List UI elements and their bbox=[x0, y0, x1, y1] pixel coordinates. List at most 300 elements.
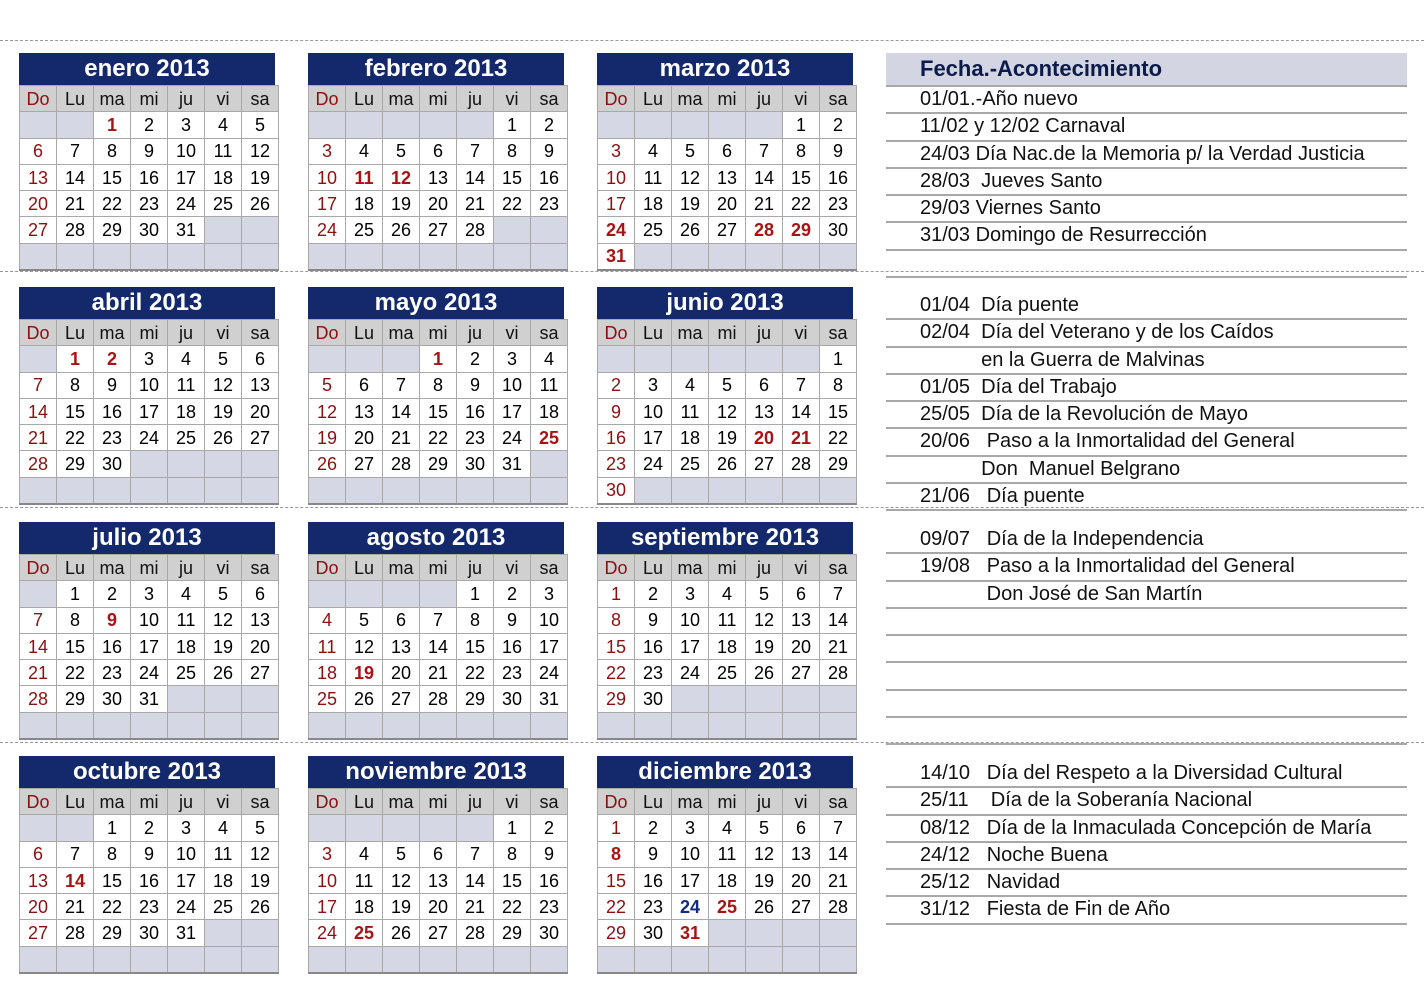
week-row bbox=[20, 894, 279, 920]
day-cell: 21 bbox=[383, 425, 420, 451]
day-cell: 1 bbox=[783, 112, 820, 138]
event-text: 01/04 Día puente bbox=[920, 294, 1080, 316]
day-cell: 17 bbox=[309, 894, 346, 920]
day-cell: 15 bbox=[494, 164, 531, 190]
event-row bbox=[886, 114, 1407, 141]
day-cell: 24 bbox=[168, 191, 205, 217]
day-cell: 29 bbox=[494, 920, 531, 946]
day-cell: 23 bbox=[820, 191, 857, 217]
day-cell: 1 bbox=[820, 346, 857, 372]
month-calendar bbox=[308, 522, 564, 734]
day-cell: 24 bbox=[635, 451, 672, 477]
day-cell: 13 bbox=[20, 164, 57, 190]
day-cell: 27 bbox=[746, 451, 783, 477]
day-cell: 11 bbox=[346, 867, 383, 893]
empty-cell bbox=[346, 815, 383, 841]
events-block bbox=[886, 53, 1407, 278]
week-row bbox=[20, 633, 279, 659]
day-cell: 21 bbox=[820, 633, 857, 659]
weekday-header: Do bbox=[598, 86, 635, 112]
empty-cell bbox=[709, 112, 746, 138]
empty-cell bbox=[205, 217, 242, 243]
day-cell: 26 bbox=[709, 451, 746, 477]
weekday-header: mi bbox=[131, 320, 168, 346]
weekday-header: Do bbox=[309, 320, 346, 346]
day-cell: 25 bbox=[709, 660, 746, 686]
week-row bbox=[309, 920, 568, 946]
empty-cell bbox=[205, 920, 242, 946]
empty-cell bbox=[709, 946, 746, 973]
day-cell: 28 bbox=[20, 686, 57, 712]
event-text: 14/10 Día del Respeto a la Diversidad Cultural bbox=[920, 762, 1343, 784]
month-table bbox=[19, 788, 279, 974]
empty-cell bbox=[420, 712, 457, 739]
event-row bbox=[886, 251, 1407, 278]
empty-cell bbox=[20, 815, 57, 841]
event-row bbox=[886, 429, 1407, 456]
empty-cell bbox=[168, 477, 205, 504]
day-cell: 29 bbox=[420, 451, 457, 477]
day-cell: 5 bbox=[242, 112, 279, 138]
empty-cell bbox=[709, 686, 746, 712]
day-cell: 3 bbox=[168, 112, 205, 138]
weekday-header-row bbox=[20, 86, 279, 112]
event-row bbox=[886, 293, 1407, 320]
day-cell: 29 bbox=[94, 217, 131, 243]
weekday-header: sa bbox=[820, 320, 857, 346]
day-cell: 10 bbox=[168, 841, 205, 867]
day-cell: 31 bbox=[598, 243, 635, 270]
empty-cell bbox=[783, 346, 820, 372]
day-cell: 13 bbox=[242, 372, 279, 398]
day-cell: 11 bbox=[205, 138, 242, 164]
weekday-header: Lu bbox=[57, 320, 94, 346]
day-cell: 18 bbox=[709, 633, 746, 659]
empty-cell bbox=[57, 712, 94, 739]
day-cell: 12 bbox=[242, 841, 279, 867]
week-row bbox=[20, 425, 279, 451]
day-cell: 1 bbox=[94, 112, 131, 138]
empty-cell bbox=[168, 451, 205, 477]
day-cell: 13 bbox=[383, 633, 420, 659]
empty-cell bbox=[635, 477, 672, 504]
day-cell: 28 bbox=[820, 660, 857, 686]
week-row bbox=[598, 660, 857, 686]
day-cell: 4 bbox=[672, 372, 709, 398]
empty-cell bbox=[94, 946, 131, 973]
day-cell: 28 bbox=[420, 686, 457, 712]
week-row bbox=[309, 243, 568, 270]
weekday-header-row bbox=[598, 555, 857, 581]
day-cell: 20 bbox=[20, 894, 57, 920]
empty-cell bbox=[383, 815, 420, 841]
day-cell: 7 bbox=[20, 372, 57, 398]
month-calendar bbox=[597, 53, 853, 265]
week-row bbox=[20, 346, 279, 372]
day-cell: 26 bbox=[242, 894, 279, 920]
empty-cell bbox=[746, 686, 783, 712]
day-cell: 5 bbox=[309, 372, 346, 398]
weekday-header: ma bbox=[94, 555, 131, 581]
day-cell: 28 bbox=[20, 451, 57, 477]
week-row bbox=[20, 217, 279, 243]
day-cell: 14 bbox=[20, 633, 57, 659]
empty-cell bbox=[242, 477, 279, 504]
weekday-header: ju bbox=[457, 86, 494, 112]
day-cell: 16 bbox=[531, 164, 568, 190]
month-calendar bbox=[19, 287, 275, 499]
weekday-header: mi bbox=[709, 789, 746, 815]
day-cell: 19 bbox=[383, 191, 420, 217]
event-text: 31/12 Fiesta de Fin de Año bbox=[920, 898, 1171, 921]
day-cell: 4 bbox=[346, 841, 383, 867]
empty-cell bbox=[205, 712, 242, 739]
day-cell: 2 bbox=[531, 112, 568, 138]
empty-cell bbox=[783, 243, 820, 270]
empty-cell bbox=[709, 712, 746, 739]
day-cell: 16 bbox=[131, 164, 168, 190]
day-cell: 23 bbox=[94, 660, 131, 686]
empty-cell bbox=[309, 946, 346, 973]
month-table bbox=[308, 85, 568, 271]
empty-cell bbox=[242, 686, 279, 712]
event-row bbox=[886, 897, 1407, 924]
empty-cell bbox=[672, 712, 709, 739]
empty-cell bbox=[346, 112, 383, 138]
day-cell: 14 bbox=[746, 164, 783, 190]
day-cell: 8 bbox=[820, 372, 857, 398]
day-cell: 14 bbox=[383, 398, 420, 424]
day-cell: 22 bbox=[783, 191, 820, 217]
weekday-header: Lu bbox=[346, 789, 383, 815]
event-row bbox=[886, 142, 1407, 169]
month-calendar bbox=[597, 287, 853, 499]
day-cell: 11 bbox=[531, 372, 568, 398]
day-cell: 6 bbox=[242, 346, 279, 372]
empty-cell bbox=[242, 712, 279, 739]
empty-cell bbox=[168, 686, 205, 712]
weekday-header: ma bbox=[383, 320, 420, 346]
day-cell: 28 bbox=[383, 451, 420, 477]
empty-cell bbox=[820, 477, 857, 504]
day-cell: 12 bbox=[672, 164, 709, 190]
empty-cell bbox=[531, 451, 568, 477]
month-title: abril 2013 bbox=[19, 287, 275, 319]
weekday-header: Lu bbox=[635, 86, 672, 112]
day-cell: 21 bbox=[457, 191, 494, 217]
day-cell: 13 bbox=[783, 841, 820, 867]
empty-cell bbox=[672, 346, 709, 372]
day-cell: 27 bbox=[383, 686, 420, 712]
week-row bbox=[598, 581, 857, 607]
empty-cell bbox=[242, 920, 279, 946]
day-cell: 26 bbox=[309, 451, 346, 477]
day-cell: 27 bbox=[783, 660, 820, 686]
month-table bbox=[597, 788, 857, 974]
day-cell: 23 bbox=[635, 894, 672, 920]
weekday-header: Lu bbox=[346, 320, 383, 346]
day-cell: 22 bbox=[94, 191, 131, 217]
empty-cell bbox=[346, 477, 383, 504]
empty-cell bbox=[531, 243, 568, 270]
day-cell: 25 bbox=[346, 217, 383, 243]
day-cell: 24 bbox=[598, 217, 635, 243]
day-cell: 1 bbox=[598, 581, 635, 607]
day-cell: 7 bbox=[783, 372, 820, 398]
empty-cell bbox=[635, 346, 672, 372]
empty-cell bbox=[672, 112, 709, 138]
weekday-header: Lu bbox=[635, 789, 672, 815]
day-cell: 17 bbox=[531, 633, 568, 659]
weekday-header: ju bbox=[746, 86, 783, 112]
empty-cell bbox=[598, 112, 635, 138]
empty-cell bbox=[420, 815, 457, 841]
day-cell: 19 bbox=[709, 425, 746, 451]
empty-cell bbox=[383, 477, 420, 504]
day-cell: 18 bbox=[168, 633, 205, 659]
day-cell: 12 bbox=[205, 607, 242, 633]
day-cell: 10 bbox=[309, 164, 346, 190]
day-cell: 12 bbox=[746, 607, 783, 633]
event-row bbox=[886, 788, 1407, 815]
event-text: 11/02 y 12/02 Carnaval bbox=[920, 115, 1126, 138]
month-title: enero 2013 bbox=[19, 53, 275, 85]
day-cell: 17 bbox=[494, 398, 531, 424]
day-cell: 28 bbox=[57, 217, 94, 243]
week-row bbox=[309, 164, 568, 190]
day-cell: 16 bbox=[635, 867, 672, 893]
day-cell: 16 bbox=[457, 398, 494, 424]
weekday-header: Lu bbox=[635, 555, 672, 581]
empty-cell bbox=[346, 712, 383, 739]
empty-cell bbox=[205, 946, 242, 973]
day-cell: 5 bbox=[205, 581, 242, 607]
empty-cell bbox=[494, 712, 531, 739]
day-cell: 2 bbox=[131, 112, 168, 138]
day-cell: 21 bbox=[420, 660, 457, 686]
day-cell: 13 bbox=[420, 867, 457, 893]
day-cell: 2 bbox=[457, 346, 494, 372]
day-cell: 9 bbox=[94, 372, 131, 398]
event-text: 08/12 Día de la Inmaculada Concepción de María bbox=[920, 816, 1372, 839]
day-cell: 18 bbox=[531, 398, 568, 424]
day-cell: 9 bbox=[94, 607, 131, 633]
empty-cell bbox=[20, 243, 57, 270]
day-cell: 20 bbox=[383, 660, 420, 686]
day-cell: 16 bbox=[531, 867, 568, 893]
empty-cell bbox=[205, 686, 242, 712]
day-cell: 10 bbox=[672, 607, 709, 633]
day-cell: 7 bbox=[57, 138, 94, 164]
month-table bbox=[597, 85, 857, 271]
day-cell: 29 bbox=[94, 920, 131, 946]
day-cell: 26 bbox=[383, 217, 420, 243]
day-cell: 10 bbox=[309, 867, 346, 893]
day-cell: 5 bbox=[383, 841, 420, 867]
day-cell: 27 bbox=[709, 217, 746, 243]
empty-cell bbox=[383, 112, 420, 138]
event-text: 21/06 Día puente bbox=[920, 485, 1085, 508]
day-cell: 12 bbox=[383, 164, 420, 190]
day-cell: 20 bbox=[242, 633, 279, 659]
month-table bbox=[19, 554, 279, 740]
day-cell: 2 bbox=[635, 581, 672, 607]
day-cell: 21 bbox=[457, 894, 494, 920]
events-block bbox=[886, 293, 1407, 511]
day-cell: 2 bbox=[820, 112, 857, 138]
weekday-header: ma bbox=[94, 320, 131, 346]
empty-cell bbox=[531, 946, 568, 973]
week-row bbox=[598, 712, 857, 739]
day-cell: 15 bbox=[57, 633, 94, 659]
week-row bbox=[309, 398, 568, 424]
week-row bbox=[598, 815, 857, 841]
day-cell: 30 bbox=[131, 920, 168, 946]
empty-cell bbox=[635, 712, 672, 739]
events-header: Fecha.-Acontecimiento bbox=[886, 53, 1407, 87]
day-cell: 11 bbox=[635, 164, 672, 190]
weekday-header: sa bbox=[820, 789, 857, 815]
day-cell: 4 bbox=[346, 138, 383, 164]
day-cell: 2 bbox=[94, 346, 131, 372]
week-row bbox=[20, 867, 279, 893]
day-cell: 15 bbox=[94, 867, 131, 893]
week-row bbox=[598, 164, 857, 190]
weekday-header: vi bbox=[783, 555, 820, 581]
empty-cell bbox=[709, 477, 746, 504]
empty-cell bbox=[383, 243, 420, 270]
empty-cell bbox=[94, 477, 131, 504]
week-row bbox=[20, 112, 279, 138]
empty-cell bbox=[635, 946, 672, 973]
empty-cell bbox=[57, 946, 94, 973]
day-cell: 16 bbox=[94, 633, 131, 659]
day-cell: 10 bbox=[635, 398, 672, 424]
event-row bbox=[886, 87, 1407, 114]
weekday-header: Do bbox=[598, 555, 635, 581]
day-cell: 27 bbox=[783, 894, 820, 920]
day-cell: 23 bbox=[635, 660, 672, 686]
empty-cell bbox=[346, 581, 383, 607]
empty-cell bbox=[820, 946, 857, 973]
day-cell: 25 bbox=[709, 894, 746, 920]
day-cell: 20 bbox=[420, 894, 457, 920]
empty-cell bbox=[746, 346, 783, 372]
event-text: 25/05 Día de la Revolución de Mayo bbox=[920, 403, 1248, 426]
day-cell: 2 bbox=[94, 581, 131, 607]
day-cell: 5 bbox=[242, 815, 279, 841]
empty-cell bbox=[820, 920, 857, 946]
day-cell: 26 bbox=[672, 217, 709, 243]
day-cell: 3 bbox=[309, 138, 346, 164]
day-cell: 25 bbox=[531, 425, 568, 451]
day-cell: 8 bbox=[598, 841, 635, 867]
month-calendar bbox=[308, 756, 564, 968]
day-cell: 15 bbox=[57, 398, 94, 424]
day-cell: 24 bbox=[309, 920, 346, 946]
day-cell: 18 bbox=[346, 191, 383, 217]
empty-cell bbox=[598, 946, 635, 973]
day-cell: 18 bbox=[205, 164, 242, 190]
empty-cell bbox=[309, 581, 346, 607]
day-cell: 16 bbox=[635, 633, 672, 659]
day-cell: 31 bbox=[168, 920, 205, 946]
day-cell: 8 bbox=[494, 138, 531, 164]
day-cell: 15 bbox=[457, 633, 494, 659]
day-cell: 12 bbox=[383, 867, 420, 893]
day-cell: 5 bbox=[672, 138, 709, 164]
weekday-header: vi bbox=[783, 789, 820, 815]
day-cell: 26 bbox=[242, 191, 279, 217]
day-cell: 16 bbox=[820, 164, 857, 190]
weekday-header: vi bbox=[494, 86, 531, 112]
day-cell: 5 bbox=[746, 815, 783, 841]
week-row bbox=[20, 191, 279, 217]
day-cell: 3 bbox=[168, 815, 205, 841]
day-cell: 8 bbox=[457, 607, 494, 633]
day-cell: 23 bbox=[494, 660, 531, 686]
empty-cell bbox=[457, 243, 494, 270]
day-cell: 15 bbox=[420, 398, 457, 424]
day-cell: 31 bbox=[494, 451, 531, 477]
month-calendar bbox=[19, 756, 275, 968]
day-cell: 14 bbox=[57, 164, 94, 190]
day-cell: 20 bbox=[783, 633, 820, 659]
empty-cell bbox=[20, 581, 57, 607]
empty-cell bbox=[383, 712, 420, 739]
empty-cell bbox=[346, 946, 383, 973]
empty-cell bbox=[131, 477, 168, 504]
empty-cell bbox=[205, 451, 242, 477]
day-cell: 24 bbox=[131, 425, 168, 451]
day-cell: 22 bbox=[457, 660, 494, 686]
weekday-header: sa bbox=[820, 86, 857, 112]
day-cell: 26 bbox=[205, 425, 242, 451]
day-cell: 8 bbox=[94, 841, 131, 867]
weekday-header: ju bbox=[168, 789, 205, 815]
week-row bbox=[598, 346, 857, 372]
day-cell: 21 bbox=[746, 191, 783, 217]
weekday-header: mi bbox=[131, 555, 168, 581]
day-cell: 21 bbox=[57, 191, 94, 217]
day-cell: 13 bbox=[783, 607, 820, 633]
week-row bbox=[309, 815, 568, 841]
event-text: 24/12 Noche Buena bbox=[920, 843, 1108, 866]
day-cell: 23 bbox=[457, 425, 494, 451]
month-title: febrero 2013 bbox=[308, 53, 564, 85]
day-cell: 27 bbox=[242, 425, 279, 451]
day-cell: 28 bbox=[746, 217, 783, 243]
day-cell: 11 bbox=[672, 398, 709, 424]
day-cell: 6 bbox=[383, 607, 420, 633]
day-cell: 1 bbox=[57, 581, 94, 607]
empty-cell bbox=[457, 946, 494, 973]
empty-cell bbox=[531, 477, 568, 504]
event-text: en la Guerra de Malvinas bbox=[920, 348, 1205, 371]
day-cell: 26 bbox=[205, 660, 242, 686]
day-cell: 27 bbox=[20, 217, 57, 243]
day-cell: 23 bbox=[531, 191, 568, 217]
week-row bbox=[309, 867, 568, 893]
week-row bbox=[309, 946, 568, 973]
empty-cell bbox=[57, 815, 94, 841]
weekday-header: vi bbox=[205, 789, 242, 815]
day-cell: 12 bbox=[309, 398, 346, 424]
week-row bbox=[309, 191, 568, 217]
empty-cell bbox=[420, 581, 457, 607]
day-cell: 10 bbox=[598, 164, 635, 190]
day-cell: 10 bbox=[672, 841, 709, 867]
